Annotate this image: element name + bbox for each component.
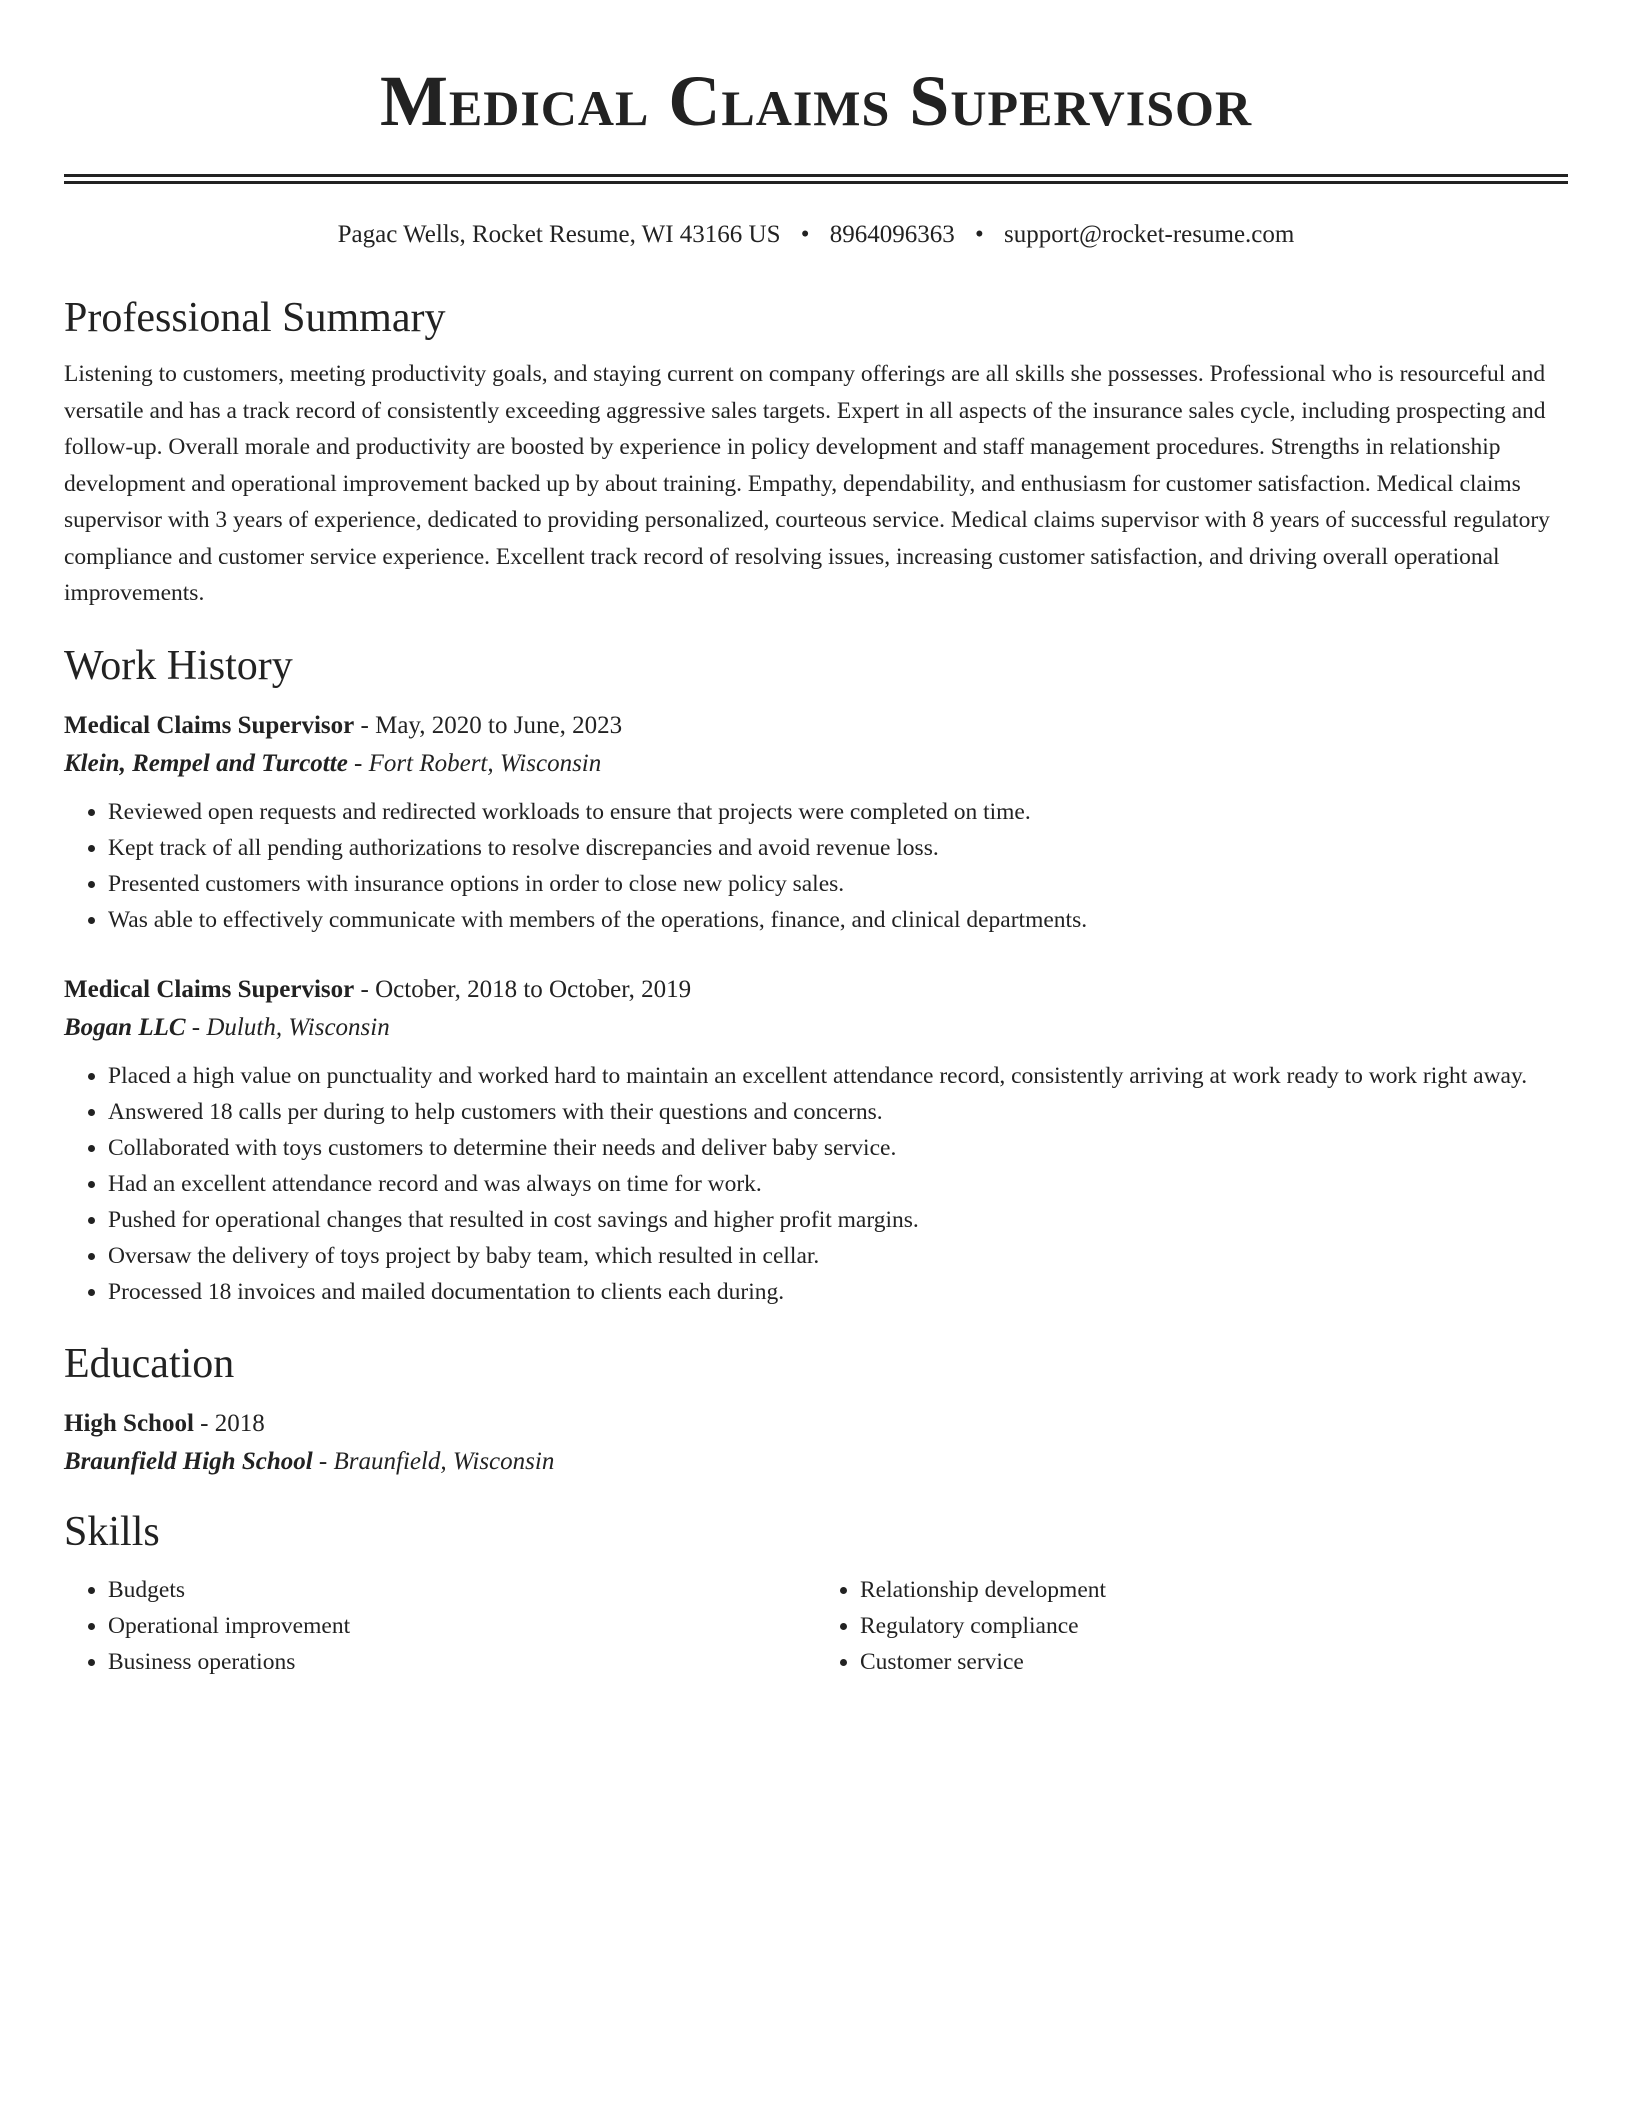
job-bullet: • Was able to effectively communicate with members of the operations, finance, and clinical departments. (108, 902, 1568, 938)
job-bullet: • Collaborated with toys customers to determine their needs and deliver baby service. (108, 1130, 1568, 1166)
work-history-heading: Work History (64, 642, 293, 689)
job-location: Fort Robert, Wisconsin (368, 749, 602, 777)
job-bullet: • Reviewed open requests and redirected workloads to ensure that projects were completed on time. (108, 794, 1568, 830)
job-location: Duluth, Wisconsin (206, 1013, 390, 1041)
contact-line (64, 218, 1568, 252)
contact-separator: • (975, 221, 984, 248)
skill-item: • Regulatory compliance (860, 1608, 1568, 1644)
job-bullet: • Processed 18 invoices and mailed documentation to clients each during. (108, 1274, 1568, 1310)
job-bullets (64, 794, 1568, 938)
contact-separator: • (800, 221, 810, 248)
education-degree: High School (64, 1409, 194, 1437)
job-entry (64, 972, 1568, 1310)
job-bullet: • Presented customers with insurance options in order to close new policy sales. (108, 866, 1568, 902)
job-company: Bogan LLC (64, 1013, 186, 1041)
job-dates: May, 2020 to June, 2023 (375, 711, 623, 739)
education-heading: Education (64, 1340, 235, 1387)
job-dash: - (347, 749, 369, 777)
education-dash: - (312, 1447, 334, 1475)
skills-heading: Skills (64, 1508, 160, 1555)
skills-column-right (816, 1572, 1568, 1680)
contact-phone: 8964096363 (829, 221, 955, 248)
job-header (64, 708, 1568, 744)
job-role: Medical Claims Supervisor (64, 975, 355, 1003)
contact-address: Pagac Wells, Rocket Resume, WI 43166 US (337, 221, 781, 248)
summary-text: Listening to customers, meeting productivity goals, and staying current on company offerings are all skills she possesses. Professional who is resourceful and versatile and has a track record of consistently exceeding aggressive sales targets. Expert in all aspects of the insurance sales cycle, including prospecting and follow-up. Overall morale and productivity are boosted by experience in policy development and staff management procedures. Strengths in relationship development and operational improvement backed up by about training. Empathy, dependability, and enthusiasm for customer satisfaction. Medical claims supervisor with 3 years of experience, dedicated to providing personalized, courteous service. Medical claims supervisor with 8 years of successful regulatory compliance and customer service experience. Excellent track record of resolving issues, increasing customer satisfaction, and driving overall operational improvements. (64, 361, 1550, 606)
education-header (64, 1406, 1568, 1442)
skill-item: • Business operations (108, 1644, 816, 1680)
job-bullet: • Oversaw the delivery of toys project by baby team, which resulted in cellar. (108, 1238, 1568, 1274)
job-bullets (64, 1058, 1568, 1310)
job-company: Klein, Rempel and Turcotte (64, 749, 348, 777)
job-dates: October, 2018 to October, 2019 (375, 975, 692, 1003)
education-location: Braunfield, Wisconsin (333, 1447, 555, 1475)
job-entry (64, 708, 1568, 938)
job-header (64, 972, 1568, 1008)
skills-list (64, 1572, 1568, 1680)
education-year: 2018 (214, 1409, 265, 1437)
skill-item: • Operational improvement (108, 1608, 816, 1644)
job-dash: - (354, 711, 376, 739)
job-bullet: • Placed a high value on punctuality and worked hard to maintain an excellent attendance record, consistently arriving at work ready to work right away. (108, 1058, 1568, 1094)
job-bullet: • Kept track of all pending authorizations to resolve discrepancies and avoid revenue loss. (108, 830, 1568, 866)
job-bullet: • Answered 18 calls per during to help customers with their questions and concerns. (108, 1094, 1568, 1130)
education-school-line (64, 1442, 1568, 1482)
skill-item: • Relationship development (860, 1572, 1568, 1608)
education-school: Braunfield High School (64, 1447, 313, 1475)
job-employer (64, 1008, 1568, 1048)
title-divider (64, 174, 1568, 184)
education-dash: - (193, 1409, 215, 1437)
job-employer (64, 744, 1568, 784)
skill-item: • Customer service (860, 1644, 1568, 1680)
job-role: Medical Claims Supervisor (64, 711, 355, 739)
job-dash: - (354, 975, 376, 1003)
job-bullet: • Had an excellent attendance record and was always on time for work. (108, 1166, 1568, 1202)
job-bullet: • Pushed for operational changes that resulted in cost savings and higher profit margins. (108, 1202, 1568, 1238)
skills-column-left (64, 1572, 816, 1680)
contact-email[interactable]: support@rocket-resume.com (1004, 221, 1295, 248)
resume-title: Medical Claims Supervisor (379, 61, 1253, 141)
skill-item: • Budgets (108, 1572, 816, 1608)
job-dash: - (185, 1013, 207, 1041)
summary-heading: Professional Summary (64, 295, 446, 341)
